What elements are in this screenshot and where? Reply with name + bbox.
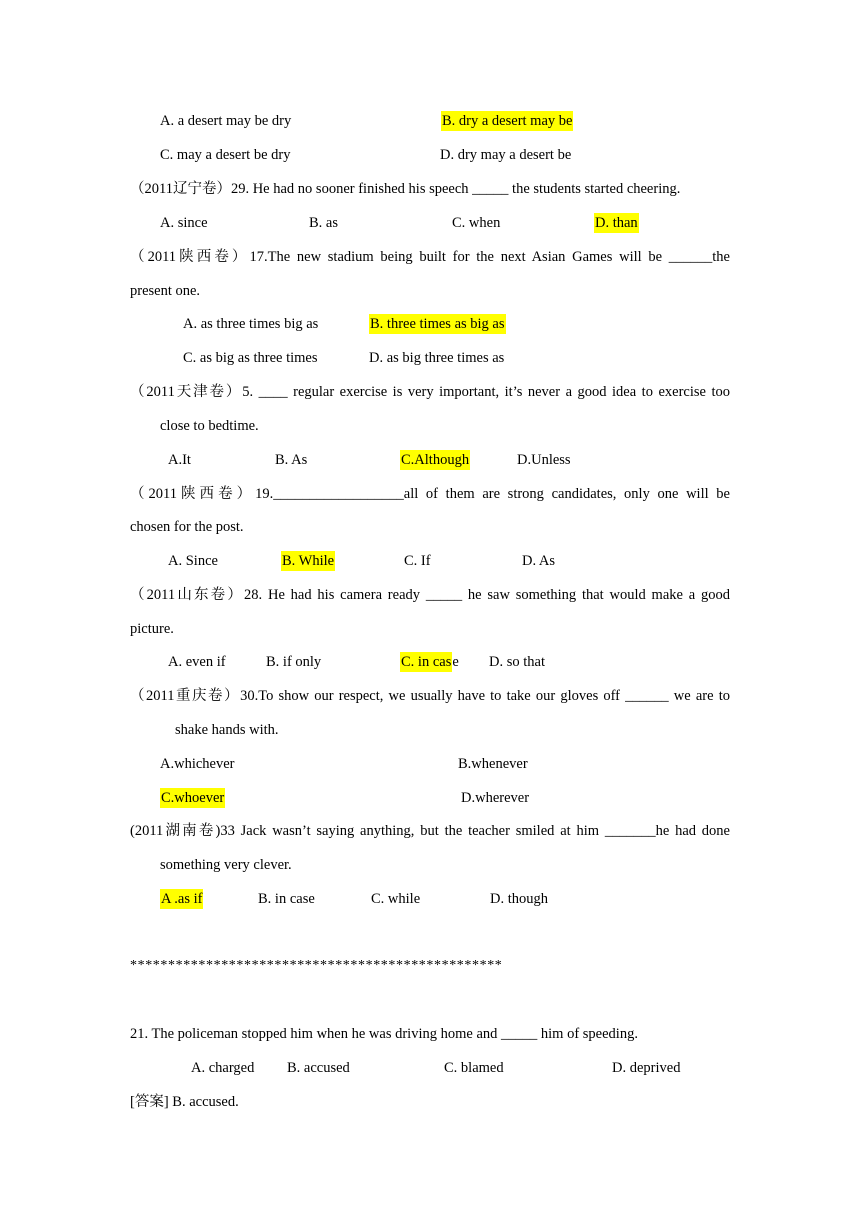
q30-option-a: A.whichever <box>160 756 235 772</box>
option-text-rest: e <box>452 654 459 670</box>
q21-option-d: D. deprived <box>612 1060 681 1076</box>
q5-option-a: A.It <box>168 452 191 468</box>
separator-stars: ************************************************* <box>130 958 503 973</box>
q28-option-d: D. so that <box>489 654 545 670</box>
q5-option-b: B. As <box>275 452 308 468</box>
answer-highlight: C.whoever <box>161 790 225 806</box>
q33-option-b: B. in case <box>258 891 315 907</box>
q21-option-b: B. accused <box>287 1060 350 1076</box>
q17-option-b <box>369 314 506 334</box>
q29-option-d <box>594 213 639 233</box>
q33-hunan-stem-line2: something very clever. <box>160 857 292 873</box>
q21-answer: [答案] B. accused. <box>130 1094 239 1110</box>
answer-highlight: A .as if <box>161 891 203 907</box>
q21-stem: 21. The policeman stopped him when he was driving home and _____ him of speeding. <box>130 1026 638 1042</box>
q28-prev-option-c: C. may a desert be dry <box>160 147 291 163</box>
q19-option-c: C. If <box>404 553 431 569</box>
q28-option-b: B. if only <box>266 654 322 670</box>
q19-option-b <box>281 551 335 571</box>
answer-highlight: B. While <box>282 553 335 569</box>
q21-option-c: C. blamed <box>444 1060 504 1076</box>
q17-option-a: A. as three times big as <box>183 316 319 332</box>
q19-shaanxi-stem-line1: （2011陕西卷）19.__________________all of them are strong candidates, only one will be <box>130 486 730 502</box>
q33-option-d: D. though <box>490 891 548 907</box>
q33-option-a <box>160 889 203 909</box>
q33-option-c: C. while <box>371 891 421 907</box>
answer-highlight: C.Although <box>401 452 470 468</box>
q30-chongqing-stem-line1: （2011重庆卷）30.To show our respect, we usually have to take our gloves off ______ we are to <box>130 688 730 704</box>
q29-option-a: A. since <box>160 215 208 231</box>
q17-option-d: D. as big three times as <box>369 350 505 366</box>
q17-shaanxi-stem-line1: （2011陕西卷）17.The new stadium being built for the next Asian Games will be ______the <box>130 249 730 265</box>
q30-option-c <box>160 788 225 808</box>
q5-tianjin-stem-line1: （2011天津卷）5. ____ regular exercise is very important, it’s never a good idea to exercise too <box>130 384 730 400</box>
answer-highlight: B. dry a desert may be <box>442 113 573 129</box>
q28-prev-option-a: A. a desert may be dry <box>160 113 292 129</box>
q5-option-d: D.Unless <box>517 452 571 468</box>
q28-option-c <box>400 652 459 672</box>
q28-prev-option-d: D. dry may a desert be <box>440 147 572 163</box>
q19-option-a: A. Since <box>168 553 218 569</box>
q30-option-d: D.wherever <box>461 790 530 806</box>
q28-prev-option-b <box>441 111 573 131</box>
q28-option-a: A. even if <box>168 654 226 670</box>
q28-shandong-stem-line2: picture. <box>130 621 174 637</box>
answer-highlight: C. in cas <box>401 654 452 670</box>
q17-option-c: C. as big as three times <box>183 350 318 366</box>
q17-shaanxi-stem-line2: present one. <box>130 283 201 299</box>
q21-option-a: A. charged <box>191 1060 255 1076</box>
q28-shandong-stem-line1: （2011山东卷）28. He had his camera ready _____ he saw something that would make a good <box>130 587 730 603</box>
answer-highlight: B. three times as big as <box>370 316 505 332</box>
q29-option-b: B. as <box>309 215 338 231</box>
q29-liaoning-stem: （2011辽宁卷）29. He had no sooner finished his speech _____ the students started cheering. <box>130 181 681 197</box>
q5-option-c <box>400 450 470 470</box>
answer-highlight: D. than <box>595 215 638 231</box>
q29-option-c: C. when <box>452 215 501 231</box>
q30-chongqing-stem-line2: shake hands with. <box>175 722 279 738</box>
q33-hunan-stem-line1: (2011湖南卷)33 Jack wasn’t saying anything, but the teacher smiled at him _______he had done <box>130 823 730 839</box>
q19-shaanxi-stem-line2: chosen for the post. <box>130 519 244 535</box>
q30-option-b: B.whenever <box>458 756 528 772</box>
q19-option-d: D. As <box>522 553 556 569</box>
q5-tianjin-stem-line2: close to bedtime. <box>160 418 259 434</box>
